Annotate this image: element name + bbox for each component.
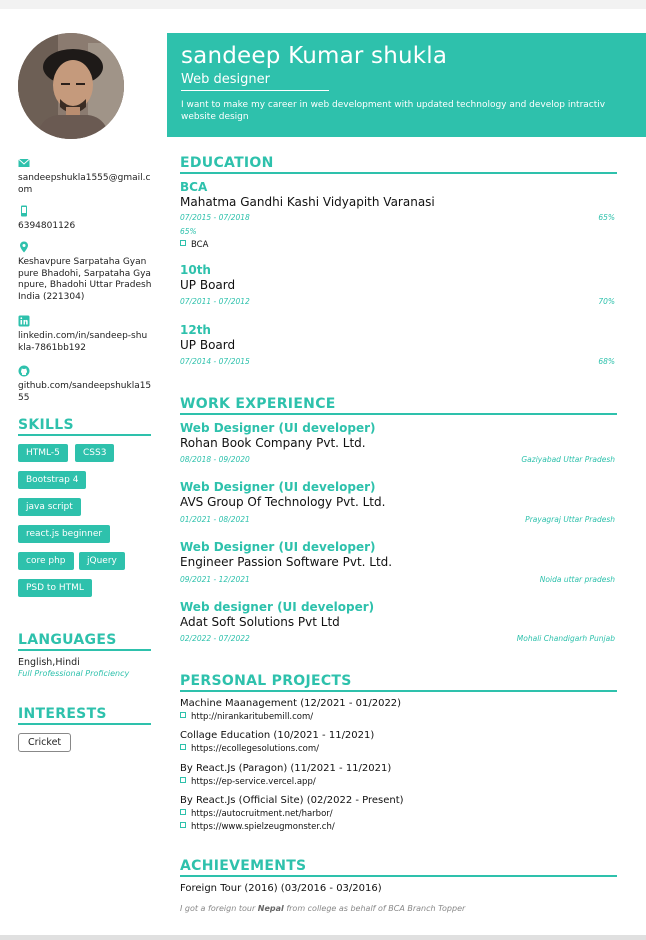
linkedin-icon <box>18 315 30 327</box>
project-title: By React.Js (Paragon) (11/2021 - 11/2021) <box>180 763 392 774</box>
education-degree: 10th <box>180 263 211 277</box>
job-date: 01/2021 - 08/2021 <box>180 515 250 524</box>
education-score: 70% <box>598 297 615 306</box>
skill-tag: core php <box>18 552 74 570</box>
job-company: Engineer Passion Software Pvt. Ltd. <box>180 555 393 569</box>
languages-heading: LANGUAGES <box>18 632 151 651</box>
job-location: Noida uttar pradesh <box>539 575 615 584</box>
education-school: UP Board <box>180 278 236 292</box>
skill-tag: CSS3 <box>75 444 114 462</box>
experience-heading: WORK EXPERIENCE <box>180 396 617 415</box>
email-text: sandeepshukla1555@gmail.com <box>18 173 151 195</box>
mobile-phone-icon <box>18 205 30 217</box>
project-link[interactable]: https://ecollegesolutions.com/ <box>180 744 319 754</box>
contact-phone[interactable] <box>18 205 152 233</box>
linkedin-text: linkedin.com/in/sandeep-shukla-7861bb192 <box>18 331 148 353</box>
achievements-heading: ACHIEVEMENTS <box>180 858 617 877</box>
projects-heading: PERSONAL PROJECTS <box>180 673 617 692</box>
map-pin-icon <box>18 241 30 253</box>
education-school: Mahatma Gandhi Kashi Vidyapith Varanasi <box>180 195 435 209</box>
github-text: github.com/sandeepshukla1555 <box>18 381 152 403</box>
job-location: Mohali Chandigarh Punjab <box>516 634 615 643</box>
job-date: 09/2021 - 12/2021 <box>180 575 250 584</box>
job-role: Web Designer (UI developer) <box>180 480 376 494</box>
education-date: 07/2014 - 07/2015 <box>180 357 250 366</box>
interest-tag: Cricket <box>18 733 71 752</box>
job-company: Rohan Book Company Pvt. Ltd. <box>180 436 366 450</box>
github-icon <box>18 365 30 377</box>
skill-tag: HTML-5 <box>18 444 68 462</box>
job-location: Prayagraj Uttar Pradesh <box>525 515 615 524</box>
interests-heading: INTERESTS <box>18 706 151 725</box>
education-bullet: BCA <box>180 240 208 250</box>
skill-tag: java script <box>18 498 81 516</box>
envelope-icon <box>18 157 30 169</box>
education-extra-score: 65% <box>180 227 197 236</box>
project-title: By React.Js (Official Site) (02/2022 - Present) <box>180 795 404 806</box>
project-link[interactable]: https://www.spielzeugmonster.ch/ <box>180 822 335 832</box>
skill-tag: jQuery <box>79 552 125 570</box>
skill-tag: react.js beginner <box>18 525 110 543</box>
education-date: 07/2011 - 07/2012 <box>180 297 250 306</box>
job-company: AVS Group Of Technology Pvt. Ltd. <box>180 495 386 509</box>
contact-email[interactable] <box>18 157 152 196</box>
education-score: 65% <box>598 213 615 222</box>
project-link[interactable]: https://ep-service.vercel.app/ <box>180 777 316 787</box>
project-link[interactable]: http://nirankaritubemill.com/ <box>180 712 313 722</box>
job-role: Web designer (UI developer) <box>180 600 375 614</box>
project-title: Machine Maanagement (12/2021 - 01/2022) <box>180 698 402 709</box>
avatar <box>18 33 124 139</box>
resume-header <box>167 33 646 137</box>
candidate-title: Web designer <box>181 72 329 91</box>
education-degree: BCA <box>180 180 208 194</box>
candidate-name: sandeep Kumar shukla <box>181 43 448 69</box>
job-date: 02/2022 - 07/2022 <box>180 634 250 643</box>
language-level: Full Professional Proficiency <box>18 669 130 678</box>
resume-page <box>0 9 646 935</box>
page-bottom-bar <box>0 935 646 940</box>
achievement-description: I got a foreign tour Nepal from college as behalf of BCA Branch Topper <box>180 904 466 913</box>
education-heading: EDUCATION <box>180 155 617 174</box>
job-date: 08/2018 - 09/2020 <box>180 455 250 464</box>
address-text: Keshavpure Sarpataha Gyanpure Bhadohi, Sarpataha Gyanpure, Bhadohi Uttar Pradesh India (221304) <box>18 257 152 302</box>
education-school: UP Board <box>180 338 236 352</box>
job-location: Gaziyabad Uttar Pradesh <box>521 455 615 464</box>
achievement-title: Foreign Tour (2016) (03/2016 - 03/2016) <box>180 883 382 894</box>
education-degree: 12th <box>180 323 211 337</box>
job-company: Adat Soft Solutions Pvt Ltd <box>180 615 340 629</box>
education-score: 68% <box>598 357 615 366</box>
job-role: Web Designer (UI developer) <box>180 540 376 554</box>
achievement-country: Nepal <box>257 904 284 913</box>
project-title: Collage Education (10/2021 - 11/2021) <box>180 730 375 741</box>
contact-address <box>18 241 152 303</box>
skill-tag: Bootstrap 4 <box>18 471 86 489</box>
skills-heading: SKILLS <box>18 417 151 436</box>
education-date: 07/2015 - 07/2018 <box>180 213 250 222</box>
job-role: Web Designer (UI developer) <box>180 421 376 435</box>
contact-github[interactable] <box>18 365 152 404</box>
contact-linkedin[interactable] <box>18 315 152 354</box>
language-name: English,Hindi <box>18 657 80 668</box>
career-summary: I want to make my career in web development with updated technology and develop intractiv website design <box>181 100 606 122</box>
phone-text: 6394801126 <box>18 221 76 231</box>
skill-tag: PSD to HTML <box>18 579 92 597</box>
project-link[interactable]: https://autocruitment.net/harbor/ <box>180 809 333 819</box>
